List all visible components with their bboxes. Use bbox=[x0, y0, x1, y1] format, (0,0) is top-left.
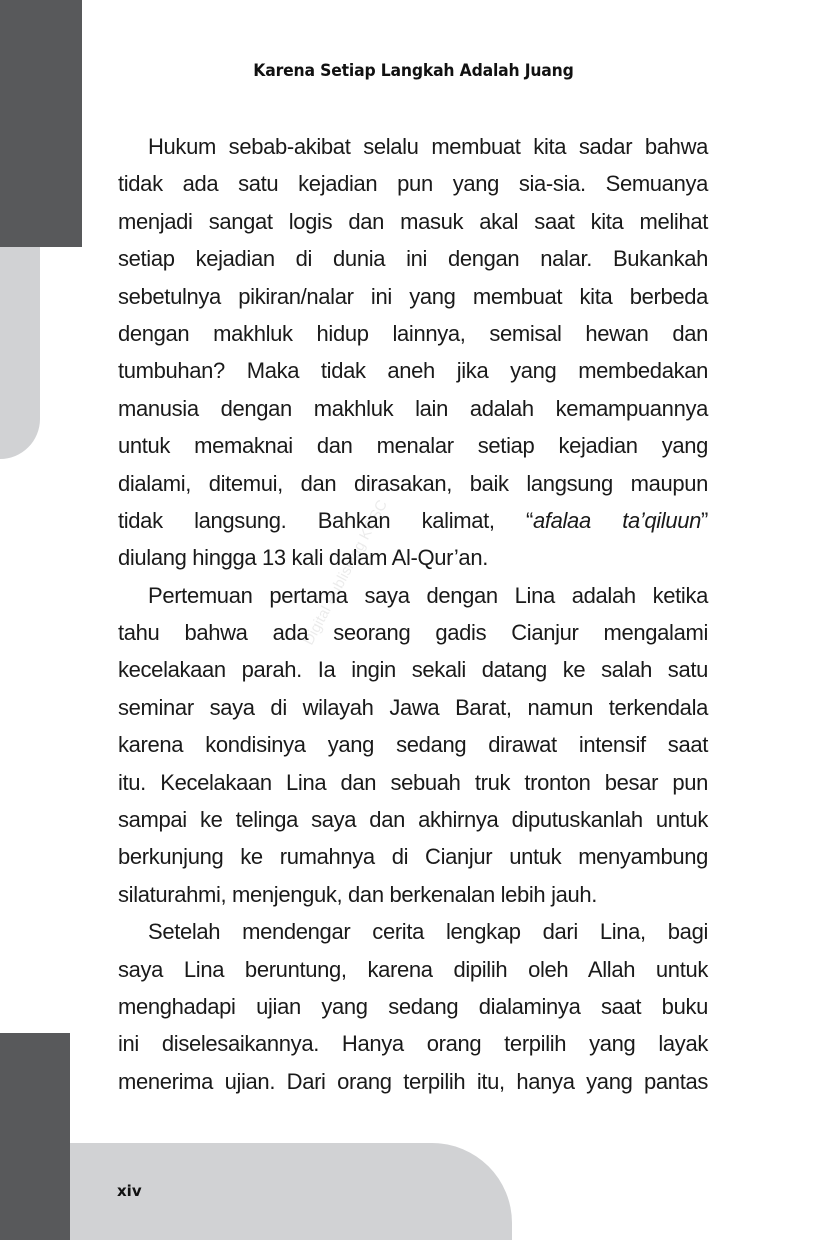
line-11-text: tidak langsung. Bahkan kalimat, bbox=[118, 507, 495, 533]
paragraph-2-line-8: berkunjung ke rumahnya di Cianjur untuk menyambung bbox=[118, 844, 708, 870]
paragraph-2-line-1: Pertemuan pertama saya dengan Lina adalah ketika bbox=[148, 582, 708, 608]
paragraph-3-line-3: menghadapi ujian yang sedang dialaminya saat buku bbox=[118, 993, 708, 1019]
paragraph-1-line-2: tidak ada satu kejadian pun yang sia-sia. Semuanya bbox=[118, 171, 708, 197]
paragraph-3-line-2: saya Lina beruntung, karena dipilih oleh Allah untuk bbox=[118, 956, 708, 982]
paragraph-3-line-5: menerima ujian. Dari orang terpilih itu, hanya yang pantas bbox=[118, 1068, 708, 1094]
paragraph-2-line-9: silaturahmi, menjenguk, dan berkenalan lebih jauh. bbox=[118, 881, 598, 907]
paragraph-1-line-5: sebetulnya pikiran/nalar ini yang membuat kita berbeda bbox=[118, 283, 708, 309]
paragraph-1-line-12: diulang hingga 13 kali dalam Al-Qur’an. bbox=[118, 545, 488, 571]
paragraph-1-line-8: manusia dengan makhluk lain adalah kemampuannya bbox=[118, 395, 708, 421]
paragraph-1-line-4: setiap kejadian di dunia ini dengan nalar. Bukankah bbox=[118, 246, 708, 272]
paragraph-2-line-2: tahu bahwa ada seorang gadis Cianjur mengalami bbox=[118, 620, 708, 646]
quote-close: ” bbox=[701, 507, 708, 533]
paragraph-2-line-4: seminar saya di wilayah Jawa Barat, namun terkendala bbox=[118, 694, 708, 720]
paragraph-2-line-5: karena kondisinya yang sedang dirawat intensif saat bbox=[118, 732, 708, 758]
paragraph-1-line-9: untuk memaknai dan menalar setiap kejadian yang bbox=[118, 433, 708, 459]
arabic-phrase: afalaa ta’qiluun bbox=[532, 507, 702, 533]
page-number: xiv bbox=[117, 1182, 142, 1200]
paragraph-3-line-1: Setelah mendengar cerita lengkap dari Lina, bagi bbox=[148, 919, 708, 945]
watermark: Digital Publishing KGSC bbox=[300, 497, 391, 648]
bottom-dark-bar bbox=[0, 1033, 70, 1240]
paragraph-3-line-4: ini diselesaikannya. Hanya orang terpilih yang layak bbox=[118, 1031, 708, 1057]
paragraph-1-line-1: Hukum sebab-akibat selalu membuat kita sadar bahwa bbox=[148, 134, 708, 159]
paragraph-2-line-7: sampai ke telinga saya dan akhirnya diputuskanlah untuk bbox=[118, 807, 708, 833]
paragraph-1-line-7: tumbuhan? Maka tidak aneh jika yang membedakan bbox=[118, 358, 708, 384]
paragraph-2-line-3: kecelakaan parah. Ia ingin sekali datang ke salah satu bbox=[118, 657, 708, 683]
paragraph-1-line-10: dialami, ditemui, dan dirasakan, baik langsung maupun bbox=[118, 470, 708, 496]
body-text bbox=[118, 128, 708, 1100]
paragraph-1-line-3: menjadi sangat logis dan masuk akal saat kita melihat bbox=[118, 208, 708, 234]
quote-open: “ bbox=[526, 507, 533, 533]
top-dark-bar bbox=[0, 0, 82, 247]
paragraph-1-line-11 bbox=[118, 502, 708, 539]
top-light-tab bbox=[0, 247, 40, 459]
paragraph-2-line-6: itu. Kecelakaan Lina dan sebuah truk tronton besar pun bbox=[118, 769, 708, 795]
running-header-title: Karena Setiap Langkah Adalah Juang bbox=[253, 61, 574, 81]
paragraph-1-line-6: dengan makhluk hidup lainnya, semisal hewan dan bbox=[118, 320, 708, 346]
